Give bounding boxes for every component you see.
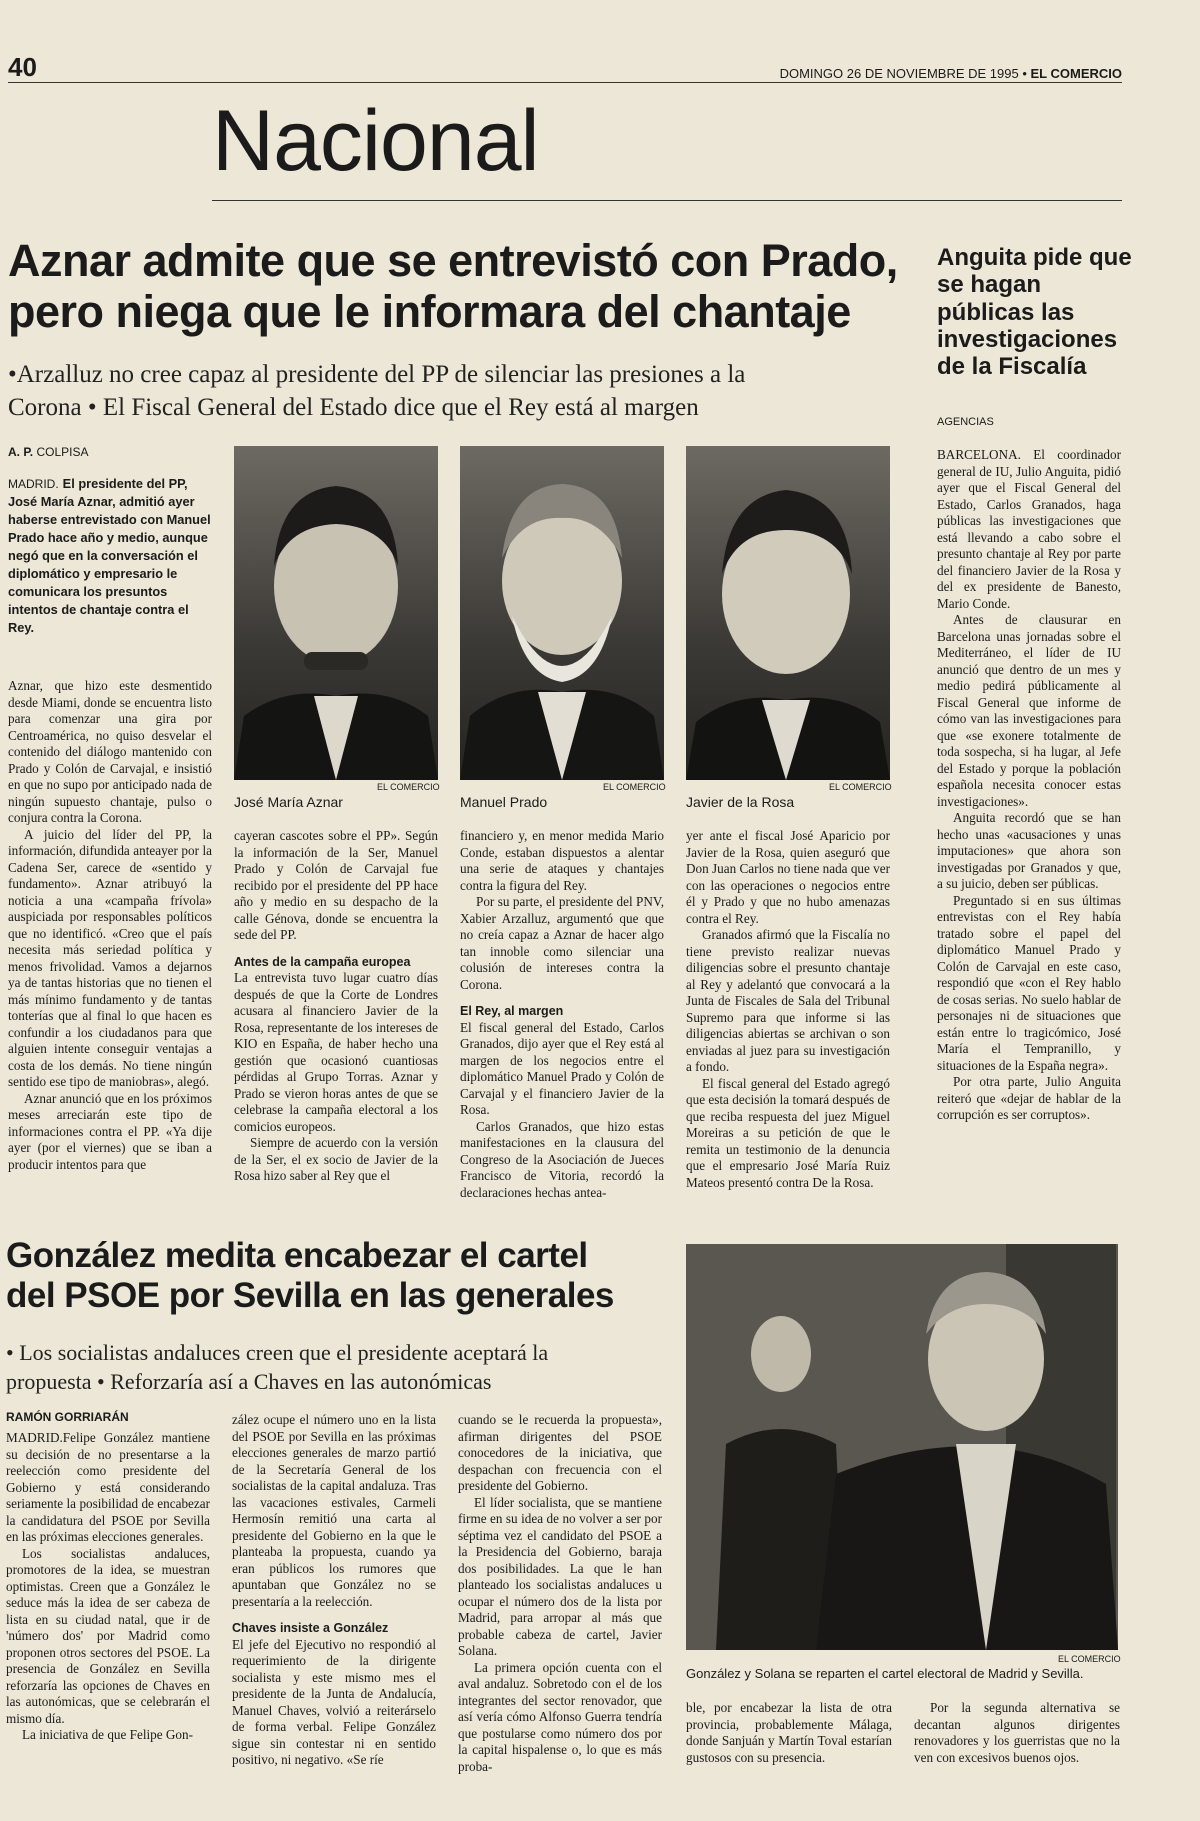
story1-col4-p1: yer ante el fiscal José Aparicio por Javier de la Rosa, quien aseguró que Don Juan Carlos no tiene nada que ver con las operaciones o negocios entre él y Prado y que no hubo amenazas contra el Rey. [686,828,890,926]
story2-col2 [232,1412,436,1769]
story2-col4 [686,1700,892,1766]
story1-headline-line2: pero niega que le informara del chantaje [8,285,851,337]
story1-lede: El presidente del PP, José María Aznar, admitió ayer haberse entrevistado con Manuel Prado hace año y medio, aunque negó que en la conversación el diplomático y empresario le comunicara los presuntos intentos de chantaje contra el Rey. [8,476,211,635]
story1-deck [8,358,888,424]
sidebar-p4: Preguntado si en sus últimas entrevistas con el Rey había tratado sobre el papel del diplomático Manuel Prado y Colón de Carvajal en este caso, respondió que «con el Rey hablo de cosas serias. No suelo hablar de personajes ni de situaciones que están entre lo tragicómico, José María el Tempranillo, y situaciones de la España negra». [937,892,1121,1073]
portrait-delarosa-icon [686,446,890,780]
story1-col1 [8,678,212,1173]
photo-gonzalez-solana [686,1244,1118,1650]
story2-headline-line2: del PSOE por Sevilla en las generales [6,1275,614,1315]
sidebar-p1: BARCELONA. El coordinador general de IU, Julio Anguita, pidió ayer que el Fiscal General del Estado, Carlos Granados, haga públicas las investigaciones que está llevando a cabo sobre el presunto chantaje al Rey por parte del financiero Javier de la Rosa y del ex presidente de Banesto, Mario Conde. [937,447,1121,611]
story2-col2-subhead: Chaves insiste a González [232,1621,389,1635]
masthead-date: DOMINGO 26 DE NOVIEMBRE DE 1995 • [779,66,1027,81]
story2-col5-p1: Por la segunda alternativa se decantan algunos dirigentes renovadores y los guerristas que no la ven con excesivos buenos ojos. [914,1700,1120,1765]
story2-col3-p1: cuando se le recuerda la propuesta», afirman dirigentes del PSOE conocedores de la iniciativa, que despachan con frecuencia con el presidente del Gobierno. [458,1412,662,1493]
sidebar-body [937,447,1121,1124]
masthead-paper: EL COMERCIO [1030,66,1122,81]
photo-prado [460,446,664,780]
page-number: 40 [8,52,37,82]
story1-col3 [460,828,664,1201]
story1-col4 [686,828,890,1191]
sidebar-p2: Antes de clausurar en Barcelona unas jornadas sobre el Mediterráneo, el líder de IU anunció que dentro de un mes y medio pedirá públicamente al Fiscal General que informe de cómo van las investigaciones para que «se exonere totalmente de toda sospecha, si ha lugar, al Jefe del Estado y porque la población española necesita conocer estas investigaciones». [937,612,1121,809]
story1-col3-subhead: El Rey, al margen [460,1004,564,1018]
story2-col1-p1: MADRID.Felipe González mantiene su decisión de no presentarse a la reelección como presidente del Gobierno y está considerando seriamente la posibilidad de encabezar la candidatura del PSOE por Sevilla en las próximas elecciones generales. [6,1430,210,1544]
story1-deck-line1: •Arzalluz no cree capaz al presidente del PP de silenciar las presiones a la [8,361,746,388]
story1-lede-block [8,475,212,637]
photo-prado-caption: Manuel Prado [460,794,548,810]
story1-col2-p2: La entrevista tuvo lugar cuatro días después de que la Corte de Londres acusara al financiero Javier de la Rosa, representante de los intereses de KIO en España, de haber hecho una gestión que ocasionó cuantiosas pérdidas al Grupo Torras. Aznar y Prado se vieron horas antes de que se celebrase la campaña electoral a los comicios europeos. [234,970,438,1134]
story1-col1-p3: Aznar anunció que en los próximos meses arreciarán este tipo de informaciones contra el PP. «Ya dije ayer (por el viernes) que se iban a producir intentos para que [8,1090,212,1172]
story1-byline [8,445,89,459]
sidebar-byline: AGENCIAS [937,416,994,428]
photo-aznar [234,446,438,780]
photo-gonzalez-credit: EL COMERCIO [1058,1654,1121,1664]
portrait-prado-icon [460,446,664,780]
story2-deck [6,1338,676,1396]
dateline-masthead [780,66,1122,81]
photo-prado-credit: EL COMERCIO [603,782,666,792]
story2-col4-p1: ble, por encabezar la lista de otra provincia, probablemente Málaga, donde Sanjuán y Martín Toval estarían gustosos con su presencia. [686,1700,892,1765]
story2-deck-line1: • Los socialistas andaluces creen que el presidente aceptará la [6,1340,549,1365]
sidebar-headline: Anguita pide que se hagan públicas las investigaciones de la Fiscalía [937,244,1132,381]
story2-col3-p3: La primera opción cuenta con el aval andaluz. Sobretodo con el de los integrantes del sector renovador, que así vería cómo Alfonso Guerra tendría que postularse como número dos por la capital hispalense o, lo que es más proba- [458,1659,662,1774]
photo-aznar-caption: José María Aznar [234,794,343,810]
story1-deck-line2: Corona • El Fiscal General del Estado dice que el Rey está al margen [8,394,699,421]
story2-col1-p2: Los socialistas andaluces, promotores de la idea, se muestran optimistas. Creen que a González le seduce más la idea de ser cabeza de lista en su ciudad natal, que ir de 'número dos' por Madrid como proponen otros sectores del PSOE. La presencia de González en Sevilla reforzaría las opciones de Chaves en las autonómicas, que se celebrarán el mismo día. [6,1545,210,1726]
photo-delarosa-caption: Javier de la Rosa [686,794,795,810]
story2-col2-p1: zález ocupe el número uno en la lista del PSOE por Sevilla en las próximas elecciones generales de marzo partió de la Secretaría General de los socialistas de la capital andaluza. Tras las vacaciones estivales, Carmeli Hermosín remitió una carta al presidente del Gobierno en la que le planteaba la propuesta, cuando ya eran públicos los rumores que apuntaban que González no se presentaría a la reelección. [232,1412,436,1609]
story1-col3-p2: Por su parte, el presidente del PNV, Xabier Arzalluz, argumentó que que no creía capaz a Aznar de hacer algo tan innoble como silenciar una colusión de intereses contra la Corona. [460,894,664,992]
photo-gonzalez-solana-icon [686,1244,1118,1650]
sidebar-p5: Por otra parte, Julio Anguita reiteró que «dejar de hablar de la corrupción es ser corruptos». [937,1074,1121,1122]
story1-col3-p3: El fiscal general del Estado, Carlos Granados, dijo ayer que el Rey está al margen de los negocios entre el diplomático Manuel Prado y Colón de Carvajal y el financiero Javier de la Rosa. [460,1019,664,1117]
story2-col1 [6,1430,210,1744]
story1-headline-line1: Aznar admite que se entrevistó con Prado, [8,235,898,286]
story2-headline [6,1236,686,1315]
story1-col4-p2: Granados afirmó que la Fiscalía no tiene previsto realizar nuevas diligencias sobre el presunto chantaje al Rey y adelantó que convocará a la Junta de Fiscales de Sala del Tribunal Supremo para que informe si las diligencias abiertas se archivan o son enviadas al juez para su investigación a fondo. [686,927,890,1074]
story1-col2-p3: Siempre de acuerdo con la versión de la Ser, el ex socio de Javier de la Rosa hizo saber al Rey que el [234,1135,438,1183]
story2-deck-line2: propuesta • Reforzaría así a Chaves en las autonómicas [6,1369,492,1395]
story1-dateline: MADRID. [8,477,59,491]
story1-col1-p1: Aznar, que hizo este desmentido desde Miami, donde se encuentra listo para comenzar una gira por Centroamérica, no quiso desvelar el contenido del diálogo mantenido con Prado y Colón de Carvajal, e insistió en que no supo por anticipado nada de ningún supuesto chantaje, pulso o conjura contra la Corona. [8,678,212,825]
photo-aznar-credit: EL COMERCIO [377,782,440,792]
story2-col5 [914,1700,1120,1766]
story1-col2 [234,828,438,1185]
story2-byline: RAMÓN GORRIARÁN [6,1410,129,1424]
masthead-rule [8,82,1122,83]
portrait-aznar-icon [234,446,438,780]
story2-col3-p2: El líder socialista, que se mantiene firme en su idea de no volver a ser por séptima vez el candidato del PSOE a la Presidencia del Gobierno, baraja dos posibilidades. La que le han planteado los socialistas andaluces u ocupar el número dos de la lista por Madrid, para arropar al más que probable cabeza de cartel, Javier Solana. [458,1494,662,1658]
story1-col2-p1: cayeran cascotes sobre el PP». Según la información de la Ser, Manuel Prado y Colón de Carvajal fue recibido por el presidente del PP hace año y medio en su despacho de la calle Génova, donde se encuentra la sede del PP. [234,828,438,942]
story1-col4-p3: El fiscal general del Estado agregó que esta decisión la tomará después de que reciba respuesta del juez Miguel Moreiras a su petición de que le remita un testimonio de la denuncia que el empresario José María Ruiz Mateos presentó contra De la Rosa. [686,1075,890,1190]
story1-col1-p2: A juicio del líder del PP, la información, difundida anteayer por la Cadena Ser, carece de «sentido y fundamento». Aznar atribuyó la noticia a una «campaña frívola» auspiciada por responsables políticos que no identificó. «Creo que el país necesita más seriedad política y menos frivolidad. Vamos a dejarnos ya de tantas historias que no tienen el más mínimo fundamento y de tantas tonterías que al final lo que hacen es confundir a los ciudadanos para que alguien intente conseguir ventajas a costa de los demás. No tiene ningún sentido ese tipo de maniobras», alegó. [8,826,212,1089]
story1-col3-p4: Carlos Granados, que hizo estas manifestaciones en la clausura del Congreso de la Asociación de Jueces Francisco de Vitoria, recordó la declaraciones hechas antea- [460,1118,664,1200]
photo-delarosa [686,446,890,780]
photo-gonzalez-caption: González y Solana se reparten el cartel electoral de Madrid y Sevilla. [686,1666,1084,1681]
story1-col3-p1: financiero y, en menor medida Mario Conde, estaban dispuestos a alentar una serie de ataques y chantajes contra la figura del Rey. [460,828,664,893]
story1-agency: COLPISA [36,445,89,459]
story2-col3 [458,1412,662,1775]
story1-col2-subhead: Antes de la campaña europea [234,954,411,969]
story2-headline-line1: González medita encabezar el cartel [6,1236,588,1275]
story2-col2-p2: El jefe del Ejecutivo no respondió al requerimiento de la dirigente socialista y este mismo mes el presidente de la Junta de Andalucía, Manuel Chaves, volvió a reiterárselo de forma verbal. Felipe González sigue sin contestar ni en sentido positivo, ni negativo. «Se ríe [232,1636,436,1767]
story1-author: A. P. [8,445,34,459]
story2-col1-p3: La iniciativa de que Felipe Gon- [22,1727,194,1742]
section-rule [212,200,1122,201]
sidebar-p3: Anguita recordó que se han hecho unas «acusaciones y unas imputaciones» que ahora son investigadas por Granados y que, a su juicio, deben ser públicas. [937,810,1121,891]
section-title: Nacional [212,93,539,189]
photo-delarosa-credit: EL COMERCIO [829,782,892,792]
story1-headline [8,236,908,338]
